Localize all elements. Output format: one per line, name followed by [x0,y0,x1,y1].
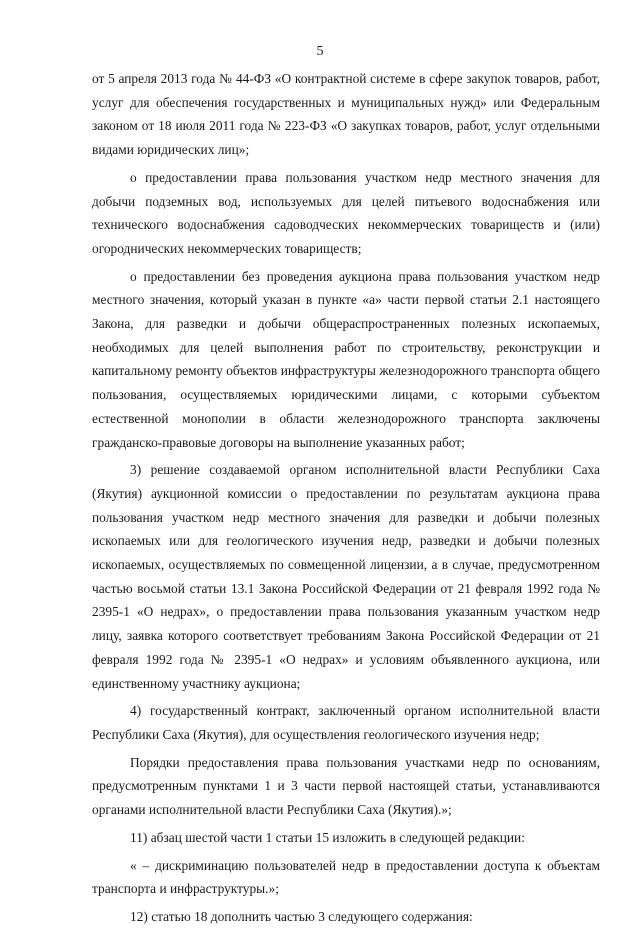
paragraph: от 5 апреля 2013 года № 44-ФЗ «О контрактной системе в сфере закупок товаров, работ, услуг для обеспечения государственных и муниципальных нужд» или Федеральным законом от 18 июля 2011 года № 223-ФЗ «О закупках товаров, работ, услуг отдельными видами юридических лиц»; [92,71,600,158]
paragraph: 12) статью 18 дополнить частью 3 следующего содержания: [130,908,473,924]
paragraph: 3) решение создаваемой органом исполнительной власти Республики Саха (Якутия) аукционной комиссии о предоставлении по результатам аукциона права пользования участком недр местного значения для разведки и добычи полезных ископаемых или для геологического изучения недр, разведки и добычи полезных ископаемых, осуществляемых по совмещенной лицензии, а в случае, предусмотренном частью восьмой статьи 13.1 Закона Российской Федерации от 21 февраля 1992 года № 2395-1 «О недрах», о предоставлении права пользования указанным участком недр лицу, заявка которого соответствует требованиям Закона Российской Федерации от 21 февраля 1992 года № 2395-1 «О недрах» и условиям объявленного аукциона, или единственному участнику аукциона; [92,462,600,691]
page-number: 5 [316,44,324,59]
document-body [92,67,600,929]
paragraph: 11) абзац шестой части 1 статьи 15 изложить в следующей редакции: [130,829,525,845]
paragraph: о предоставлении права пользования участком недр местного значения для добычи подземных вод, используемых для целей питьевого водоснабжения или технического водоснабжения садоводческих некоммерческих товариществ и (или) огороднических некоммерческих товариществ; [92,169,600,256]
paragraph: 4) государственный контракт, заключенный органом исполнительной власти Республики Саха (Якутия), для осуществления геологического изучения недр; [92,703,600,742]
paragraph: о предоставлении без проведения аукциона права пользования участком недр местного значения, который указан в пункте «а» части первой статьи 2.1 настоящего Закона, для разведки и добычи общераспространенных полезных ископаемых, необходимых для целей выполнения работ по строительству, реконструкции и капитальному ремонту объектов инфраструктуры железнодорожного транспорта общего пользования, осуществляемых юридическими лицами, с которыми субъектом естественной монополии в области железнодорожного транспорта заключены гражданско-правовые договоры на выполнение указанных работ; [92,268,600,450]
paragraph: « – дискриминацию пользователей недр в предоставлении доступа к объектам транспорта и инфраструктуры.»; [92,857,600,897]
paragraph: Порядки предоставления права пользования участками недр по основаниям, предусмотренным пунктами 1 и 3 части первой настоящей статьи, устанавливаются органами исполнительной власти Республики Саха (Якутия).»; [92,754,600,818]
